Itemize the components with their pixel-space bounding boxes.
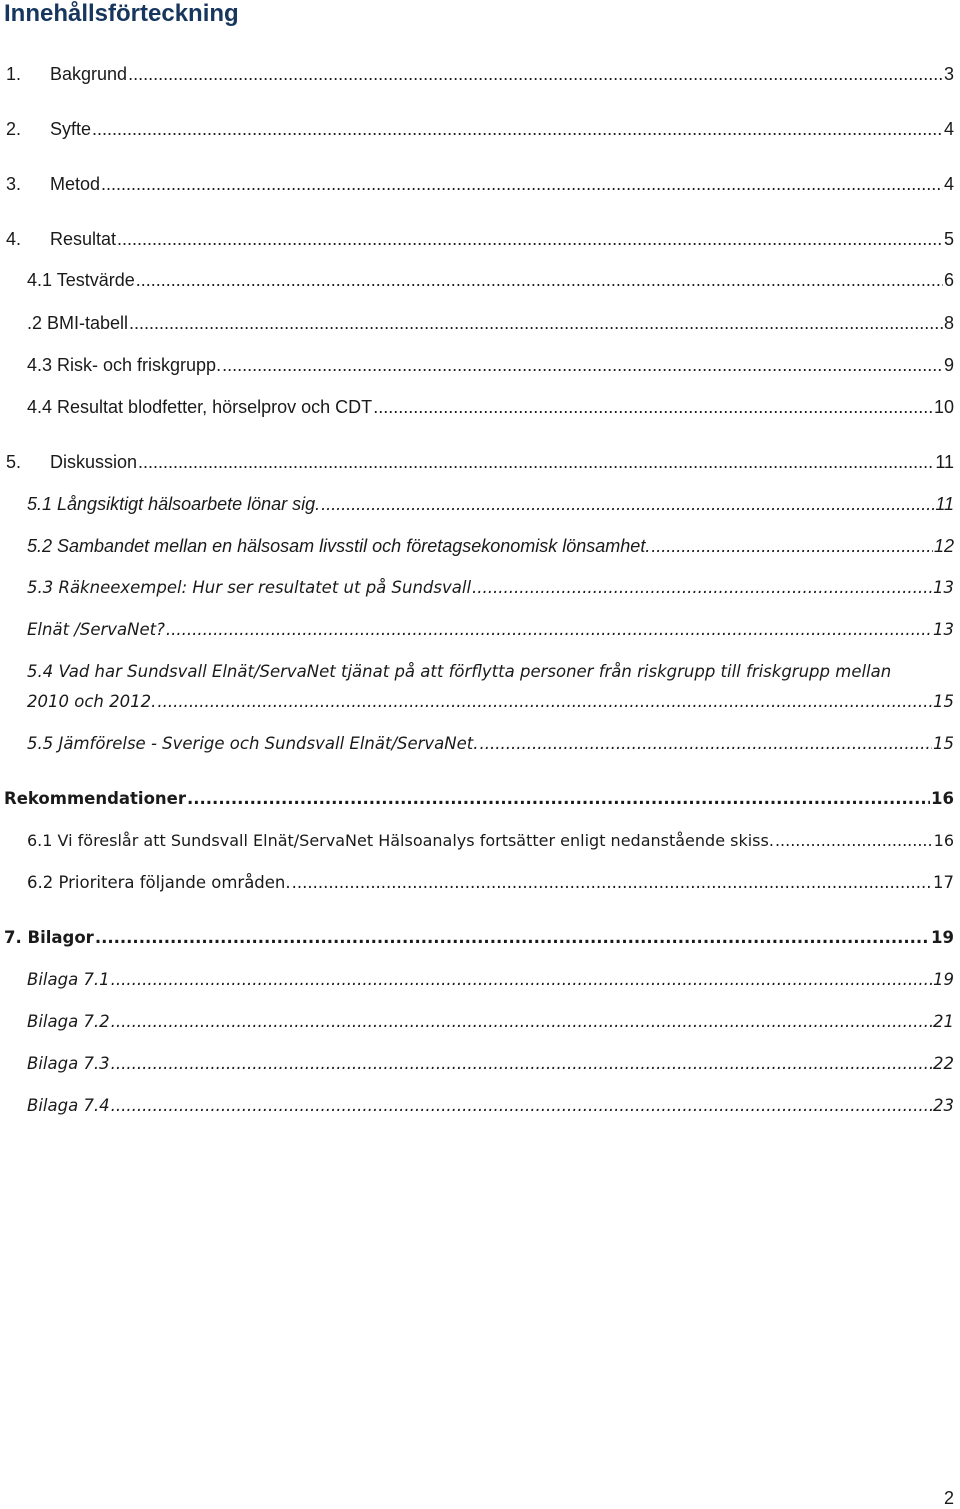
toc-entry-page: 15 — [933, 734, 954, 753]
toc-entry-page: 23 — [933, 1096, 954, 1115]
toc-entry-label: Bilaga 7.3 — [27, 1054, 110, 1073]
toc-entry-rekommendationer[interactable] — [4, 789, 954, 808]
toc-entry-page: 10 — [933, 397, 954, 417]
toc-entry-label: 5.1 Långsiktigt hälsoarbete lönar sig. — [27, 494, 321, 514]
toc-entry-label: Syfte — [50, 119, 92, 139]
toc-entry-page: 12 — [933, 536, 954, 556]
toc-entry-langsiktigt[interactable] — [27, 494, 954, 515]
toc-entry-page: 16 — [933, 831, 954, 850]
toc-entry-page: 13 — [933, 620, 954, 639]
toc-entry-bilaga-7-3[interactable] — [27, 1054, 954, 1073]
toc-entry-bmi-tabell[interactable] — [27, 313, 954, 334]
toc-entry-vi-foreslar[interactable] — [27, 831, 954, 850]
toc-entry-syfte[interactable] — [6, 119, 954, 140]
toc-entry-bilaga-7-2[interactable] — [27, 1012, 954, 1031]
toc-entry-label: Elnät /ServaNet? — [27, 620, 165, 639]
toc-entry-number: 1. — [6, 64, 22, 84]
page-number: 2 — [943, 1488, 954, 1508]
toc-entry-vad-har-tjanat[interactable] — [27, 692, 954, 711]
toc-entry-page: 19 — [933, 970, 954, 989]
dot-leader — [92, 119, 943, 140]
toc-entry-label-line1[interactable]: 5.4 Vad har Sundsvall Elnät/ServaNet tjänat på att förflytta personer från riskgrupp till friskgrupp mellan — [27, 662, 892, 681]
dot-leader — [157, 692, 932, 711]
dot-leader — [472, 578, 932, 597]
toc-entry-page: 5 — [943, 229, 954, 249]
toc-entry-label: 5.3 Räkneexempel: Hur ser resultatet ut på Sundsvall — [27, 578, 472, 597]
toc-entry-label: .2 BMI-tabell — [27, 313, 129, 333]
toc-entry-elnat-servanet[interactable] — [27, 620, 954, 639]
dot-leader — [222, 355, 943, 376]
dot-leader — [111, 1054, 932, 1073]
toc-entry-bilagor[interactable] — [4, 928, 954, 947]
toc-entry-risk-friskgrupp[interactable] — [27, 355, 954, 376]
toc-entry-label: 5.2 Sambandet mellan en hälsosam livsstil och företagsekonomisk lönsamhet. — [27, 536, 651, 556]
dot-leader — [136, 270, 943, 291]
toc-entry-label: Resultat — [50, 229, 117, 249]
toc-entry-page: 3 — [943, 64, 954, 84]
dot-leader — [128, 64, 943, 85]
toc-entry-number: 4. — [6, 229, 22, 249]
dot-leader — [292, 873, 932, 892]
toc-entry-page: 8 — [943, 313, 954, 333]
toc-entry-label: 2010 och 2012. — [27, 692, 157, 711]
toc-entry-page: 16 — [931, 789, 954, 808]
dot-leader — [651, 536, 933, 557]
toc-entry-label: 6.2 Prioritera följande områden. — [27, 873, 291, 892]
toc-entry-number: 5. — [6, 452, 22, 472]
toc-entry-label: 4.1 Testvärde — [27, 270, 135, 290]
toc-entry-bilaga-7-4[interactable] — [27, 1096, 954, 1115]
toc-entry-label: Rekommendationer — [4, 789, 186, 808]
dot-leader — [373, 397, 933, 418]
dot-leader — [101, 174, 943, 195]
dot-leader — [138, 452, 934, 473]
toc-entry-page: 19 — [931, 928, 954, 947]
toc-entry-page: 22 — [933, 1054, 954, 1073]
toc-entry-label: Bilaga 7.1 — [27, 970, 110, 989]
toc-entry-label: Diskussion — [50, 452, 138, 472]
dot-leader — [187, 789, 930, 808]
toc-entry-page: 4 — [943, 174, 954, 194]
dot-leader — [129, 313, 943, 334]
toc-entry-page: 17 — [933, 873, 954, 892]
dot-leader — [321, 494, 934, 515]
toc-entry-page: 4 — [943, 119, 954, 139]
dot-leader — [117, 229, 943, 250]
dot-leader — [111, 1096, 932, 1115]
toc-entry-number: 3. — [6, 174, 22, 194]
toc-entry-label: Bilaga 7.2 — [27, 1012, 110, 1031]
dot-leader — [775, 831, 933, 850]
toc-entry-resultat[interactable] — [6, 229, 954, 250]
toc-entry-jamforelse[interactable] — [27, 734, 954, 753]
toc-entry-diskussion[interactable] — [6, 452, 954, 473]
dot-leader — [111, 1012, 932, 1031]
toc-entry-page: 9 — [943, 355, 954, 375]
toc-entry-label: Metod — [50, 174, 101, 194]
toc-entry-bilaga-7-1[interactable] — [27, 970, 954, 989]
toc-entry-label: 4.4 Resultat blodfetter, hörselprov och CDT — [27, 397, 373, 417]
dot-leader — [166, 620, 932, 639]
toc-title: Innehållsförteckning — [4, 0, 239, 27]
toc-entry-label: 7. Bilagor — [4, 928, 94, 947]
toc-entry-label: 4.3 Risk- och friskgrupp. — [27, 355, 222, 375]
dot-leader — [480, 734, 933, 753]
toc-entry-page: 13 — [933, 578, 954, 597]
toc-entry-label: Bilaga 7.4 — [27, 1096, 110, 1115]
toc-entry-sambandet[interactable] — [27, 536, 954, 557]
toc-entry-prioritera[interactable] — [27, 873, 954, 892]
toc-entry-metod[interactable] — [6, 174, 954, 195]
toc-entry-page: 6 — [943, 270, 954, 290]
toc-entry-label: Bakgrund — [50, 64, 128, 84]
toc-entry-bakgrund[interactable] — [6, 64, 954, 85]
dot-leader — [95, 928, 930, 947]
toc-entry-testvarde[interactable] — [27, 270, 954, 291]
toc-entry-label: 5.5 Jämförelse - Sverige och Sundsvall Elnät/ServaNet. — [27, 734, 479, 753]
toc-entry-page: 11 — [935, 494, 954, 514]
toc-entry-page: 11 — [935, 452, 954, 472]
toc-entry-resultat-blodfetter[interactable] — [27, 397, 954, 418]
toc-entry-page: 21 — [933, 1012, 954, 1031]
toc-entry-number: 2. — [6, 119, 22, 139]
dot-leader — [111, 970, 932, 989]
toc-entry-page: 15 — [933, 692, 954, 711]
toc-entry-rakneexempel[interactable] — [27, 578, 954, 597]
toc-entry-label: 6.1 Vi föreslår att Sundsvall Elnät/ServaNet Hälsoanalys fortsätter enligt nedanstående skiss. — [27, 831, 774, 850]
